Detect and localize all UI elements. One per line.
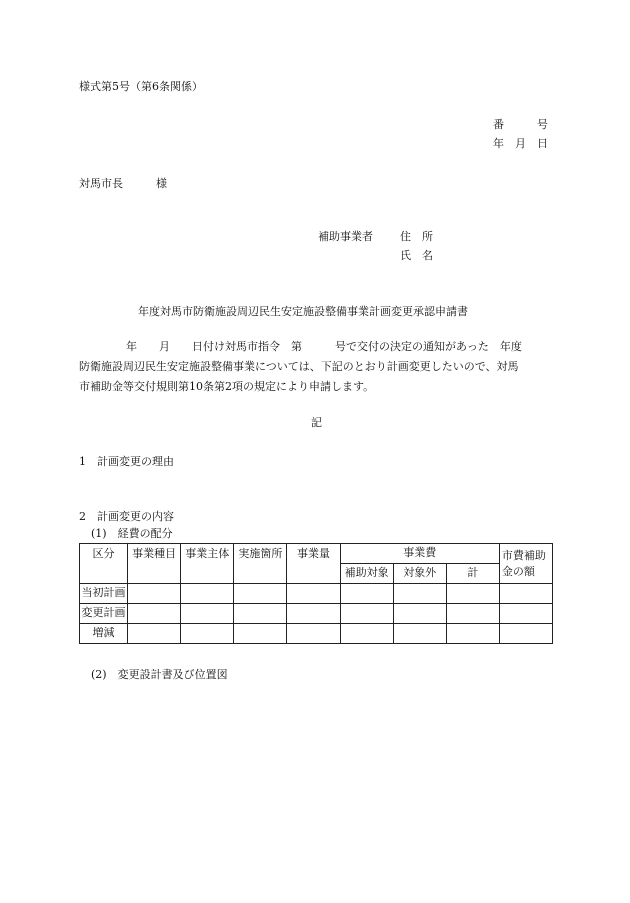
table-cell xyxy=(340,604,393,624)
subheader-total: 計 xyxy=(446,564,499,584)
table-cell xyxy=(499,624,552,644)
table-cell xyxy=(181,624,234,644)
subsection-2-heading: (2) 変更設計書及び位置図 xyxy=(91,668,228,681)
table-cell xyxy=(393,584,446,604)
header-subsidy xyxy=(499,544,552,584)
table-cell xyxy=(128,604,181,624)
row-label-initial: 当初計画 xyxy=(80,584,128,604)
document-number: 番 号 xyxy=(493,118,548,131)
section-1-heading: 1 計画変更の理由 xyxy=(79,455,174,468)
addressee: 対馬市長 様 xyxy=(79,177,167,190)
applicant-address-label: 住 所 xyxy=(400,230,433,243)
table-cell xyxy=(287,604,340,624)
body-line: 市補助金等交付規則第10条第2項の規定により申請します。 xyxy=(79,380,375,393)
table-cell xyxy=(234,584,287,604)
subheader-non-target: 対象外 xyxy=(393,564,446,584)
table-cell xyxy=(446,584,499,604)
body-paragraph xyxy=(79,337,555,397)
table-cell xyxy=(128,584,181,604)
header-subsidy-line1: 市費補助 xyxy=(501,548,546,562)
expense-allocation-table xyxy=(79,543,553,644)
table-cell xyxy=(499,584,552,604)
table-cell xyxy=(446,604,499,624)
table-header-row xyxy=(80,544,553,564)
header-quantity: 事業量 xyxy=(287,544,340,584)
header-subsidy-line2: 金の額 xyxy=(501,564,535,578)
header-entity: 事業主体 xyxy=(181,544,234,584)
header-location: 実施箇所 xyxy=(234,544,287,584)
document-title: 年度対馬市防衛施設周辺民生安定施設整備事業計画変更承認申請書 xyxy=(138,305,468,318)
applicant-name-label: 氏 名 xyxy=(400,249,433,262)
table-cell xyxy=(499,604,552,624)
row-label-changed: 変更計画 xyxy=(80,604,128,624)
header-category: 区分 xyxy=(80,544,128,584)
table-cell xyxy=(340,624,393,644)
applicant-role: 補助事業者 xyxy=(318,230,373,243)
header-project-type: 事業種目 xyxy=(128,544,181,584)
subheader-subsidy-target: 補助対象 xyxy=(340,564,393,584)
document-date: 年 月 日 xyxy=(493,137,548,150)
body-line: 年 月 日付け対馬市指令 第 号で交付の決定の通知があった 年度 xyxy=(126,340,522,353)
ki-heading: 記 xyxy=(311,416,322,429)
table-cell xyxy=(181,604,234,624)
header-cost: 事業費 xyxy=(340,544,499,564)
table-cell xyxy=(287,624,340,644)
table-cell xyxy=(393,604,446,624)
body-line: 防衛施設周辺民生安定施設整備事業については、下記のとおり計画変更したいので、対馬 xyxy=(79,360,519,373)
form-number: 様式第5号（第6条関係） xyxy=(79,80,203,93)
table-cell xyxy=(234,624,287,644)
table-row xyxy=(80,624,553,644)
table-cell xyxy=(446,624,499,644)
section-2-heading: 2 計画変更の内容 xyxy=(79,510,174,523)
table-cell xyxy=(181,584,234,604)
table-cell xyxy=(128,624,181,644)
table-cell xyxy=(393,624,446,644)
table-cell xyxy=(287,584,340,604)
subsection-1-heading: (1) 経費の配分 xyxy=(91,527,173,540)
table-row xyxy=(80,584,553,604)
row-label-difference: 増減 xyxy=(80,624,128,644)
table-cell xyxy=(340,584,393,604)
table-cell xyxy=(234,604,287,624)
table-row xyxy=(80,604,553,624)
